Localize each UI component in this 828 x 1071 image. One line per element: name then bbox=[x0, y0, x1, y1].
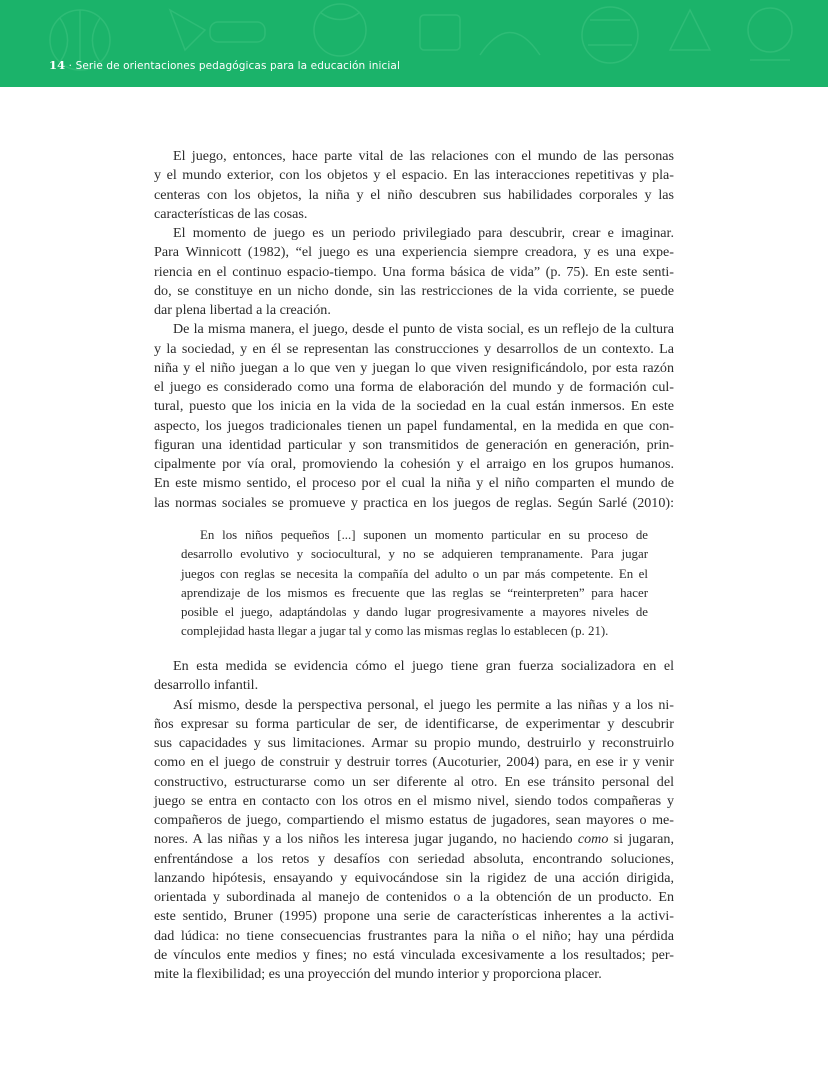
text-line: En esta medida se evidencia cómo el juego tiene gran fuerza socializadora en el bbox=[173, 658, 674, 674]
text-line: dad lúdica: no tiene consecuencias frustrantes para la niña o el niño; hay una pérdida bbox=[154, 927, 674, 944]
text-line: y la sociedad, y en él se representan las construcciones y desarrollos de un contexto. La bbox=[154, 340, 674, 357]
text-line: mite la flexibilidad; es una proyección del mundo interior y proporciona placer. bbox=[154, 966, 602, 982]
text-line: características de las cosas. bbox=[154, 205, 308, 222]
text-line: En este mismo sentido, el proceso por el cual la niña y el niño comparten el mundo de bbox=[154, 475, 674, 492]
text-line: Para Winnicott (1982), “el juego es una experiencia siempre creadora, y es una expe- bbox=[154, 244, 674, 261]
text-line: Así mismo, desde la perspectiva personal, el juego les permite a las niñas y a los ni- bbox=[173, 696, 674, 713]
text-line: riencia en el continuo espacio-tiempo. Una forma básica de vida” (p. 75). En este senti- bbox=[154, 263, 674, 280]
text-line: El juego, entonces, hace parte vital de las relaciones con el mundo de las personas bbox=[173, 148, 674, 164]
quote-line: desarrollo evolutivo y sociocultural, y no se adquieren tempranamente. Para jugar bbox=[181, 547, 648, 562]
text-line: tural, puesto que los inicia en la vida de la sociedad en la cual están inmersos. En este bbox=[154, 398, 674, 415]
body-text-after-quote bbox=[154, 657, 674, 984]
text-line: ños expresar su forma particular de ser, de identificarse, de experimentar y descubrir bbox=[154, 715, 674, 732]
text-line: y el mundo exterior, con los objetos y el espacio. En las interacciones repetitivas y pla- bbox=[154, 167, 674, 184]
text-line: este sentido, Bruner (1995) propone una serie de características inherentes a la activi- bbox=[154, 908, 674, 925]
quote-line: posible el juego, adaptándolas y dando lugar progresivamente a mayores niveles de bbox=[181, 605, 648, 620]
text-line: cipalmente por vía oral, promoviendo la cohesión y el arraigo en los grupos humanos. bbox=[154, 456, 674, 472]
text-line: aspecto, los juegos tradicionales tienen un papel fundamental, en la medida en que con- bbox=[154, 417, 674, 434]
text-line: de vínculos ente medios y fines; no está vinculada excesivamente a los resultados; per- bbox=[154, 946, 674, 963]
text-line: las normas sociales se promueve y practica en los juegos de reglas. Según Sarlé (2010): bbox=[154, 494, 674, 511]
text-line: centeras con los objetos, la niña y el niño descubren sus habilidades corporales y las bbox=[154, 186, 674, 203]
text-line: lanzando hipótesis, ensayando y equivocándose sin la rigidez de una acción dirigida, bbox=[154, 869, 674, 886]
header-separator: · bbox=[68, 60, 73, 72]
page-number: 14 bbox=[49, 58, 66, 72]
quote-line: complejidad hasta llegar a jugar tal y como las mismas reglas lo establecen (p. 21). bbox=[181, 624, 609, 639]
text-segment: si jugaran, bbox=[608, 831, 675, 848]
decorative-toys-pattern-icon bbox=[0, 0, 828, 87]
quote-line: En los niños pequeños [...] suponen un momento particular en su proceso de bbox=[200, 528, 648, 542]
text-line: enfrentándose a los retos y desafíos con seriedad absoluta, encontrando soluciones, bbox=[154, 850, 674, 867]
quote-line: juegos con reglas se necesita la compañía del adulto o un par más competente. En el bbox=[181, 566, 648, 581]
text-line: dar plena libertad a la creación. bbox=[154, 302, 331, 318]
quote-line: aprendizaje de los mismos es frecuente que las reglas se “reinterpreten” para hacer bbox=[181, 585, 648, 600]
running-header bbox=[49, 58, 400, 72]
text-line: do, se constituye en un nicho donde, sin las restricciones de la vida corriente, se puede bbox=[154, 282, 674, 299]
text-line: orientada y subordinada al manejo de contenidos o a la obtención de un producto. En bbox=[154, 889, 674, 905]
text-segment: nores. A las niñas y a los niños les interesa jugar jugando, no haciendo bbox=[154, 831, 578, 848]
text-line: juego se entra en contacto con los otros en el mismo nivel, siendo todos compañeras y bbox=[154, 792, 674, 809]
text-line: sus capacidades y sus limitaciones. Armar su propio mundo, destruirlo y reconstruirlo bbox=[154, 735, 674, 751]
text-line: figuran una identidad particular y son transmitidos de generación en generación, prin- bbox=[154, 436, 674, 453]
text-line: niña y el niño juegan a lo que ven y juegan lo que viven resignificándolo, por esta razón bbox=[154, 359, 674, 376]
series-title: Serie de orientaciones pedagógicas para la educación inicial bbox=[75, 60, 400, 72]
block-quote bbox=[181, 526, 648, 642]
text-line: compañeros de juego, compartiendo el mismo estatus de jugadores, sean mayores o me- bbox=[154, 812, 674, 828]
text-line: desarrollo infantil. bbox=[154, 677, 259, 694]
text-line: constructivo, estructurarse como un ser diferente al otro. En ese tránsito personal del bbox=[154, 773, 674, 790]
text-line bbox=[154, 830, 674, 849]
text-line: El momento de juego es un periodo privilegiado para descubrir, crear e imaginar. bbox=[173, 225, 674, 241]
body-text-before-quote bbox=[154, 147, 674, 513]
emphasized-word: como bbox=[577, 831, 609, 848]
header-band bbox=[0, 0, 828, 87]
text-line: el juego es considerado como una forma de elaboración del mundo y de formación cul- bbox=[154, 379, 674, 395]
text-line: como en el juego de construir y destruir torres (Aucoturier, 2004) para, en ese ir y venir bbox=[154, 754, 674, 771]
text-line: De la misma manera, el juego, desde el punto de vista social, es un reflejo de la cultura bbox=[173, 321, 674, 338]
